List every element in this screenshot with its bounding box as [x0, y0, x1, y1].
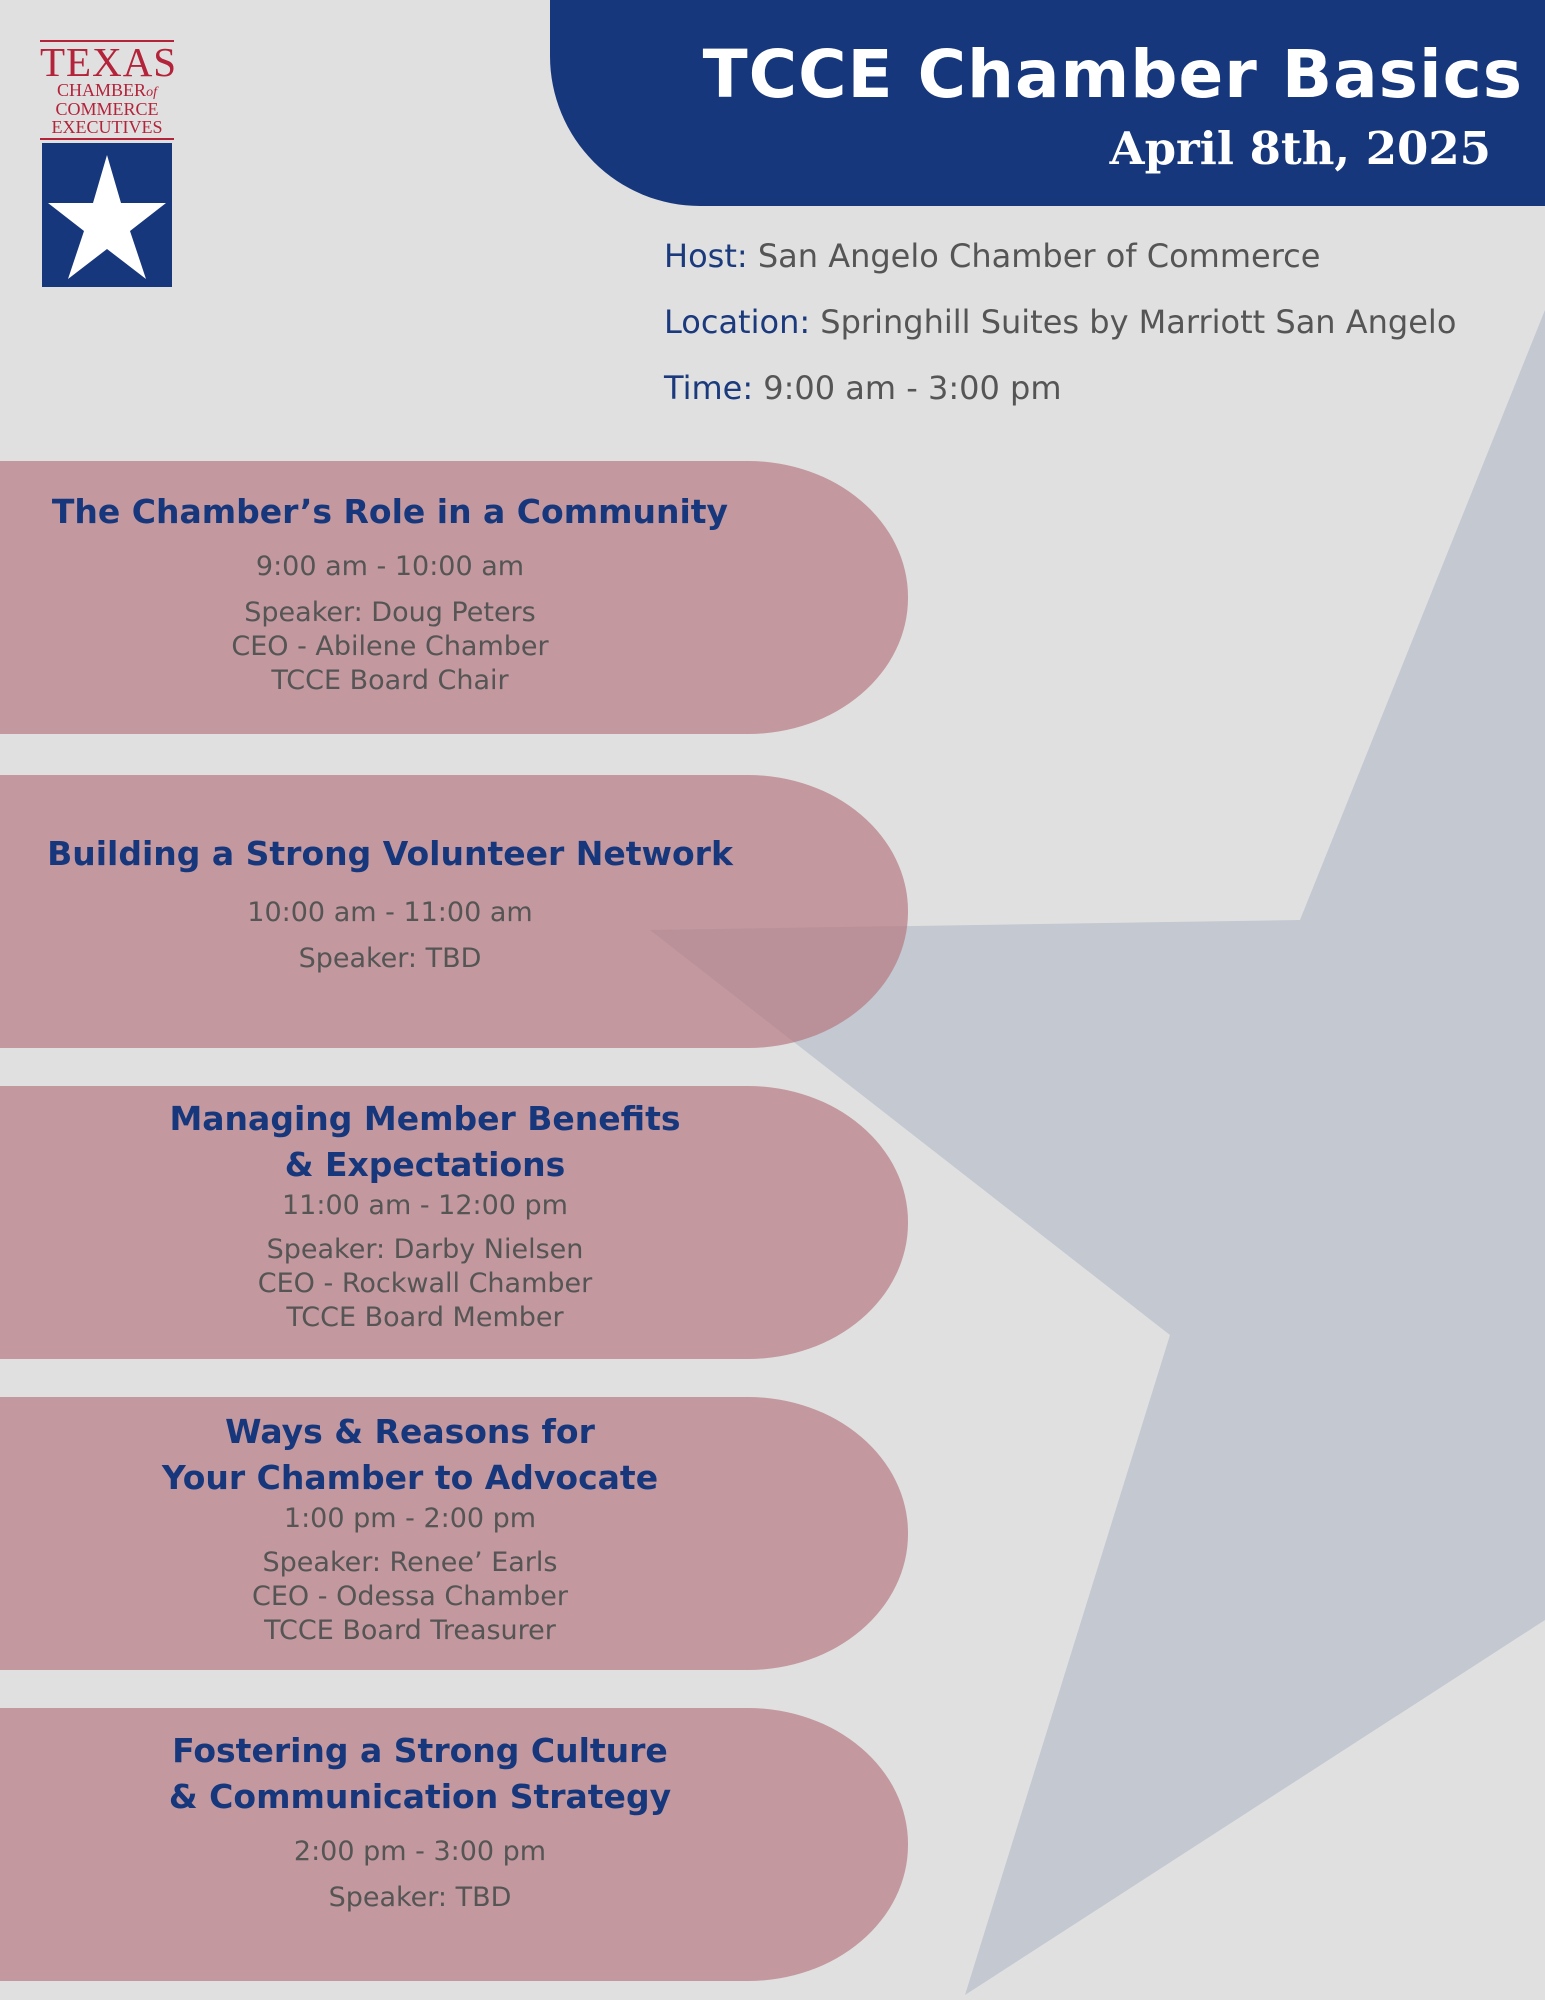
session-speaker-line: Speaker: Doug Peters	[244, 597, 536, 628]
session-speaker-line: Speaker: TBD	[298, 943, 482, 974]
detail-location	[664, 289, 1456, 355]
session-card	[0, 1708, 908, 1981]
session-title: The Chamber’s Role in a Community	[51, 492, 729, 531]
session-title: Fostering a Strong Culture	[172, 1731, 668, 1770]
session-title: & Communication Strategy	[168, 1777, 672, 1816]
session-speaker	[0, 596, 780, 698]
detail-host-value: San Angelo Chamber of Commerce	[757, 237, 1321, 275]
session-speaker-line: CEO - Odessa Chamber	[252, 1581, 568, 1612]
header-banner	[550, 0, 1545, 206]
session-title: Managing Member Benefits	[169, 1099, 681, 1138]
session-title: & Expectations	[284, 1145, 566, 1184]
session-speaker-line: TCCE Board Treasurer	[264, 1615, 556, 1646]
tcce-logo	[40, 39, 178, 287]
session-time: 11:00 am - 12:00 pm	[282, 1190, 568, 1221]
logo-star-icon	[42, 143, 172, 287]
session-speaker-line: TCCE Board Member	[286, 1302, 564, 1333]
session-title: Your Chamber to Advocate	[161, 1458, 659, 1497]
detail-time	[664, 355, 1456, 421]
session-time: 10:00 am - 11:00 am	[247, 897, 533, 928]
session-content	[0, 1096, 850, 1335]
session-speaker	[0, 1233, 850, 1335]
session-content	[0, 489, 780, 698]
session-time: 1:00 pm - 2:00 pm	[283, 1503, 537, 1534]
session-speaker-line: Speaker: TBD	[328, 1882, 512, 1913]
session-time: 2:00 pm - 3:00 pm	[293, 1836, 547, 1867]
session-content	[0, 1728, 840, 1915]
session-card	[0, 775, 908, 1048]
detail-host	[664, 223, 1456, 289]
detail-time-label: Time:	[664, 369, 754, 407]
detail-host-label: Host:	[664, 237, 748, 275]
logo-chamber-text: CHAMBER	[57, 80, 147, 100]
session-speaker	[0, 1546, 820, 1648]
session-speaker-line: CEO - Rockwall Chamber	[257, 1268, 593, 1299]
session-speaker-line: CEO - Abilene Chamber	[231, 631, 549, 662]
session-speaker	[0, 942, 780, 976]
session-title: Ways & Reasons for	[225, 1412, 595, 1451]
event-title: TCCE Chamber Basics	[702, 36, 1523, 113]
event-details	[664, 223, 1456, 421]
detail-time-value: 9:00 am - 3:00 pm	[763, 369, 1062, 407]
logo-texas-text: TEXAS	[40, 39, 178, 85]
session-speaker	[0, 1881, 840, 1915]
logo-executives-text: EXECUTIVES	[40, 118, 174, 140]
event-date: April 8th, 2025	[1109, 122, 1491, 175]
detail-location-label: Location:	[664, 303, 811, 341]
session-card	[0, 1397, 908, 1670]
session-time: 9:00 am - 10:00 am	[255, 551, 525, 582]
session-card	[0, 1086, 908, 1359]
session-card	[0, 461, 908, 734]
session-content	[0, 1409, 820, 1648]
detail-location-value: Springhill Suites by Marriott San Angelo	[820, 303, 1457, 341]
session-speaker-line: TCCE Board Chair	[271, 665, 509, 696]
session-title: Building a Strong Volunteer Network	[47, 834, 733, 873]
session-speaker-line: Speaker: Renee’ Earls	[262, 1547, 558, 1578]
session-content	[0, 831, 780, 976]
session-speaker-line: Speaker: Darby Nielsen	[266, 1234, 584, 1265]
logo-commerce-text: COMMERCE	[55, 99, 159, 119]
logo-of-text: of	[146, 85, 157, 100]
